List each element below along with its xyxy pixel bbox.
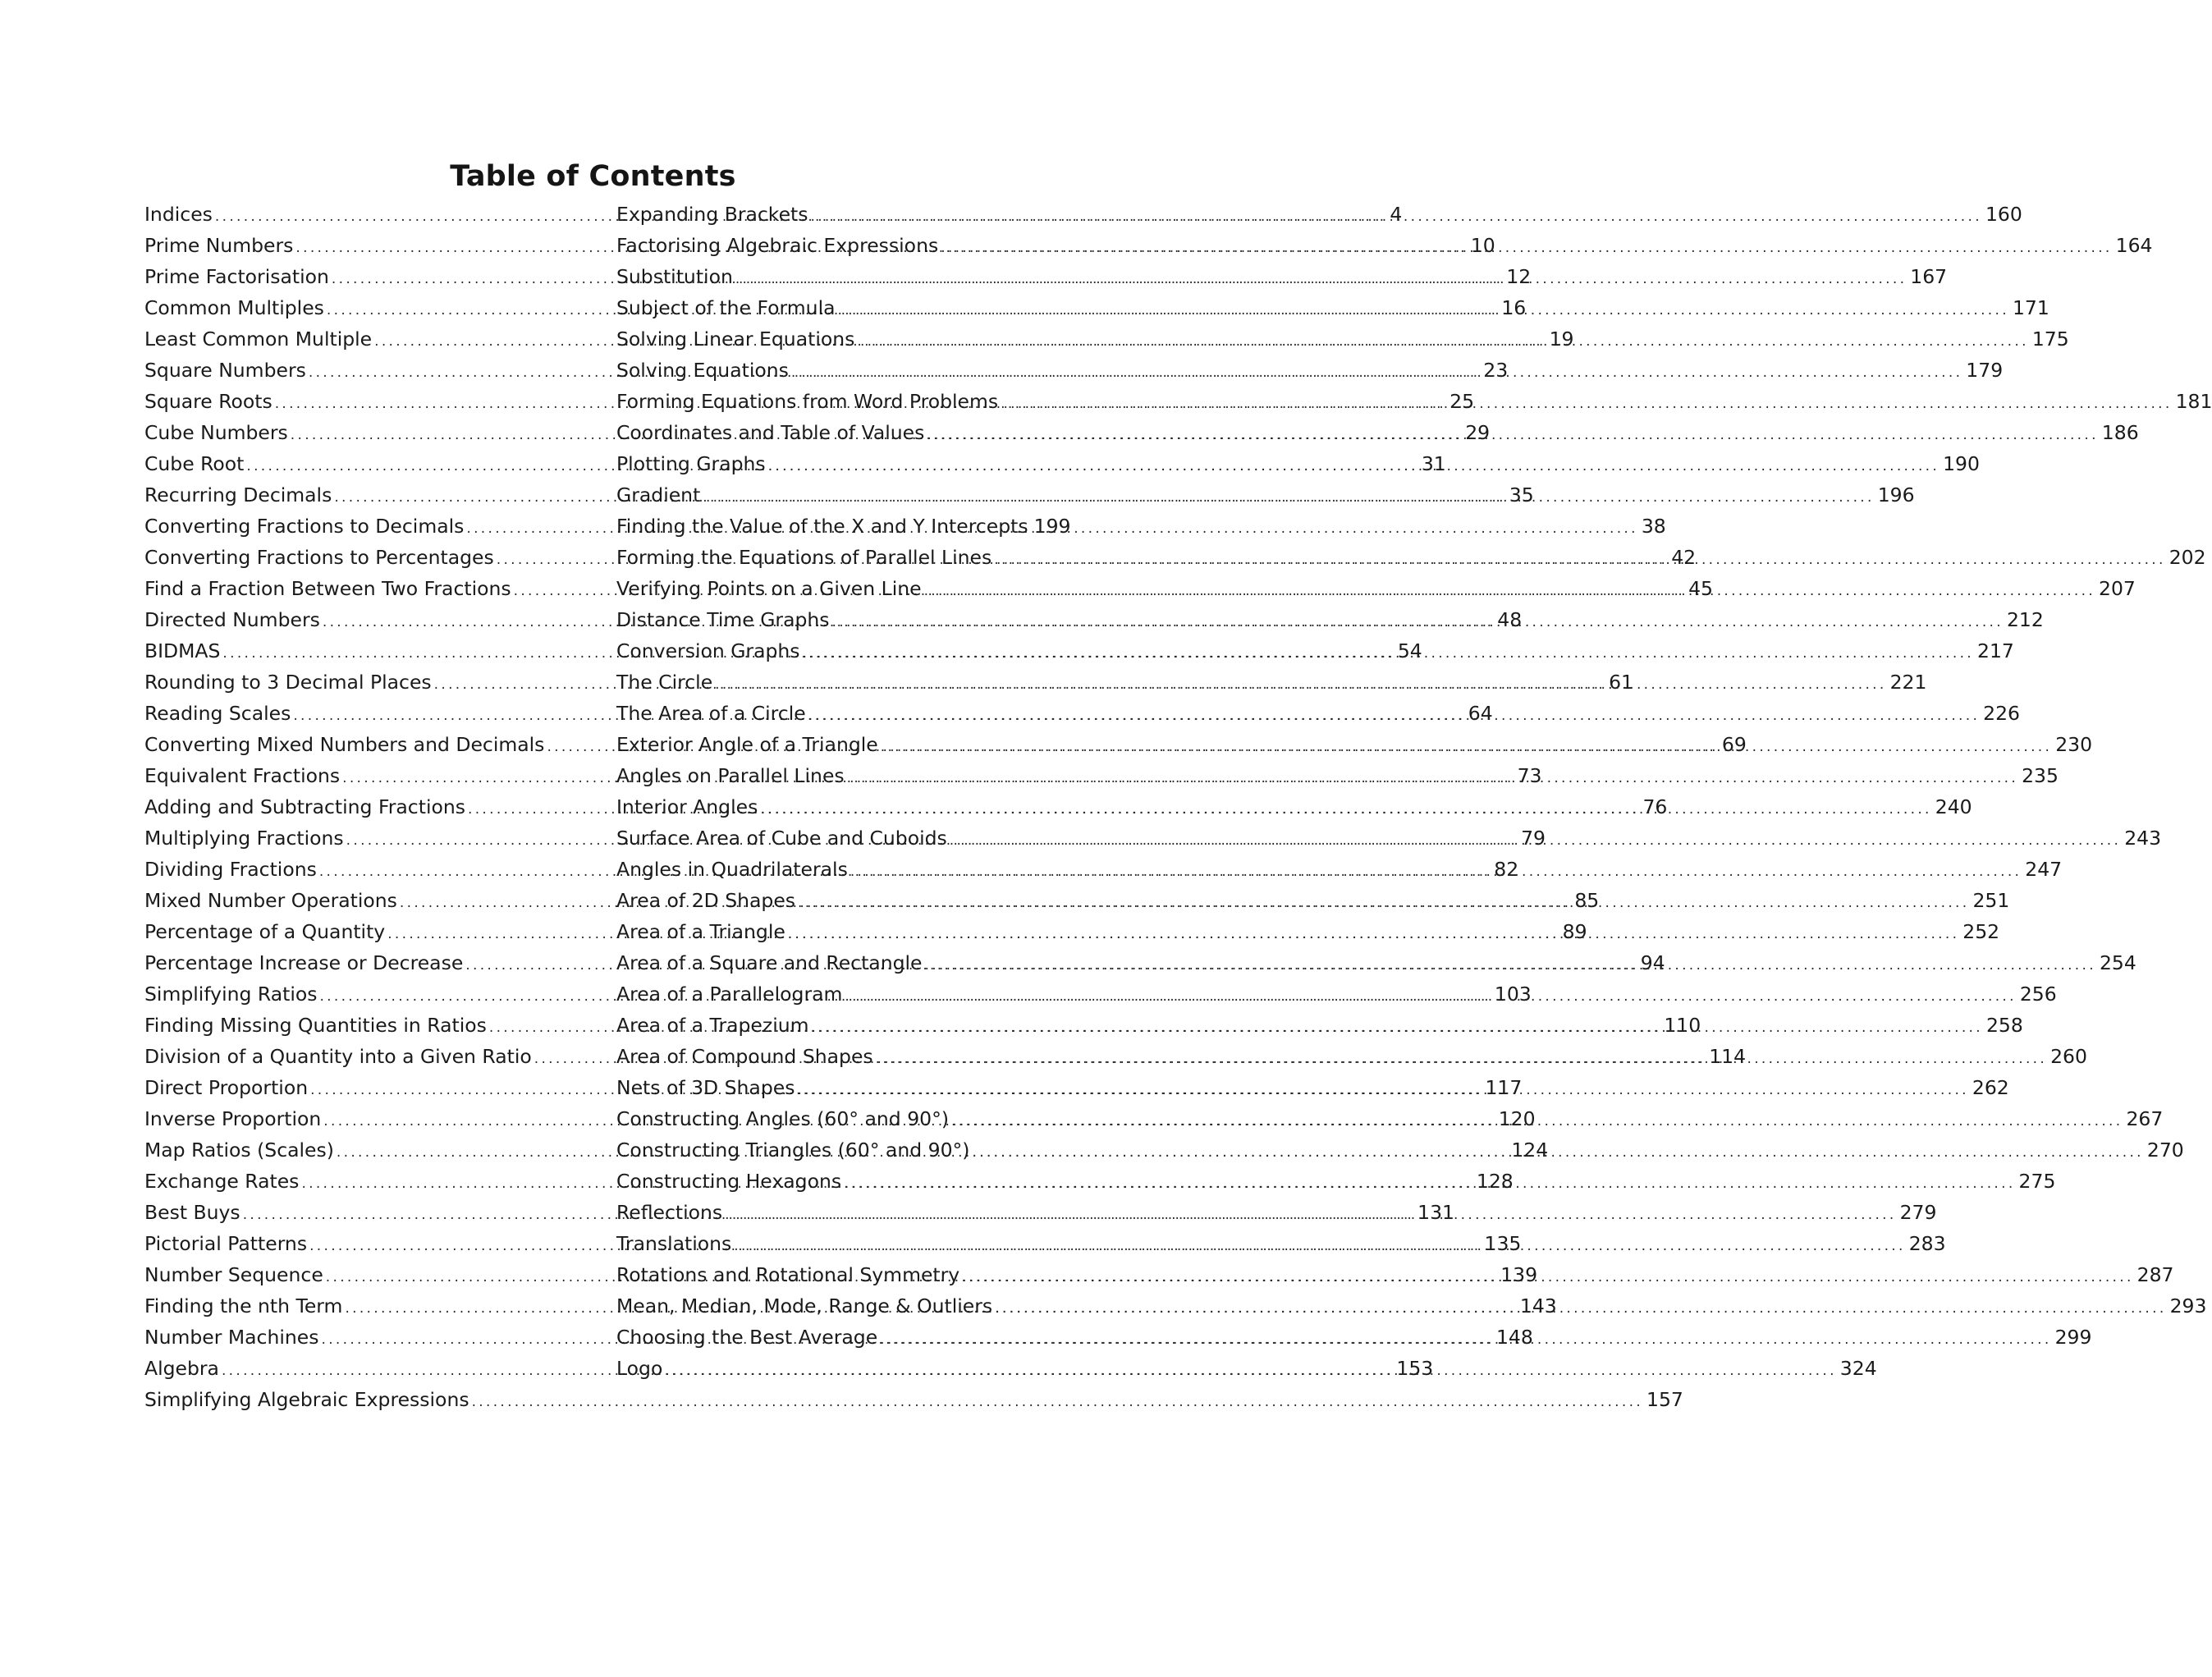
toc-entry-title: Area of Compound Shapes (616, 1045, 873, 1068)
toc-entry-title: Interior Angles (616, 795, 758, 818)
toc-entry-title: Converting Mixed Numbers and Decimals (144, 733, 545, 756)
toc-entry-page-number: 16 (1501, 296, 1527, 319)
toc-entry-page-number: 4 (1390, 203, 1403, 226)
toc-entry-title: Constructing Triangles (60° and 90°) (616, 1139, 970, 1162)
toc-entry-title: Area of a Square and Rectangle (616, 951, 923, 974)
toc-entry-title: Choosing the Best Average (616, 1326, 878, 1349)
toc-entry-page-number: 196 (1877, 483, 1915, 506)
toc-entry-page-number: 260 (2050, 1045, 2087, 1068)
toc-entry-title: Solving Equations (616, 359, 789, 382)
dot-leader (847, 763, 2018, 794)
toc-entry-title: Forming the Equations of Parallel Lines (616, 546, 992, 569)
toc-entry-page-number: 160 (1985, 203, 2022, 226)
toc-entry-title: Area of a Trapezium (616, 1014, 809, 1037)
toc-entry (616, 199, 2022, 230)
dot-leader (803, 638, 1974, 669)
toc-entry-page-number: 117 (1485, 1076, 1523, 1099)
dot-leader (857, 326, 2028, 357)
dot-leader (925, 950, 2096, 981)
dot-leader (703, 482, 1874, 513)
toc-entry-page-number: 10 (1470, 234, 1495, 257)
dot-leader (808, 700, 1980, 731)
toc-entry-page-number: 73 (1517, 764, 1542, 787)
toc-entry-title: Solving Linear Equations (616, 328, 855, 351)
toc-entry-title: Square Roots (144, 390, 272, 413)
toc-entry-page-number: 175 (2031, 328, 2069, 351)
toc-entry-page-number: 42 (1671, 546, 1697, 569)
toc-entry-title: Logo (616, 1357, 663, 1380)
toc-entry-title: Finding the Value of the X and Y Intercepts (616, 515, 1028, 538)
dot-leader (927, 419, 2098, 451)
toc-entry-page-number: 221 (1889, 671, 1927, 694)
toc-entry-page-number: 179 (1966, 359, 2004, 382)
dot-leader (941, 232, 2112, 263)
toc-entry-title: Cube Root (144, 452, 245, 475)
toc-entry-title: Finding Missing Quantities in Ratios (144, 1014, 487, 1037)
toc-entry-page-number: 19 (1549, 328, 1574, 351)
toc-entry-page-number: 89 (1562, 920, 1587, 943)
toc-entry-title: Pictorial Patterns (144, 1232, 308, 1255)
toc-entry-title: Best Buys (144, 1201, 240, 1224)
toc-entry (144, 1384, 1683, 1415)
toc-entry-page-number: 324 (1839, 1357, 1877, 1380)
toc-entry-page-number: 124 (1511, 1139, 1549, 1162)
toc-entry-page-number: 293 (2169, 1294, 2207, 1317)
toc-entry-title: Translations (616, 1232, 732, 1255)
toc-entry-page-number: 82 (1494, 858, 1519, 881)
dot-leader (791, 357, 1962, 388)
toc-entry-page-number: 45 (1688, 577, 1713, 600)
toc-entry-page-number: 157 (1646, 1388, 1683, 1411)
toc-entry-page-number: 207 (2099, 577, 2136, 600)
toc-entry-page-number: 143 (1519, 1294, 1557, 1317)
toc-entry-title: Least Common Multiple (144, 328, 373, 351)
toc-entry-title: Converting Fractions to Percentages (144, 546, 494, 569)
toc-entry-title: Inverse Proportion (144, 1107, 322, 1130)
toc-entry-page-number: 12 (1506, 265, 1532, 288)
dot-leader (788, 919, 1959, 950)
toc-entry-title: Nets of 3D Shapes (616, 1076, 795, 1099)
toc-entry-title: Prime Factorisation (144, 265, 329, 288)
toc-entry-page-number: 61 (1609, 671, 1634, 694)
toc-entry-title: Common Multiples (144, 296, 324, 319)
toc-entry-title: Finding the nth Term (144, 1294, 343, 1317)
toc-entry-title: Equivalent Fractions (144, 764, 341, 787)
toc-entry-title: Constructing Angles (60° and 90°) (616, 1107, 950, 1130)
toc-entry-title: Simplifying Algebraic Expressions (144, 1388, 469, 1411)
toc-entry-page-number: 35 (1509, 483, 1534, 506)
toc-entry-title: Number Machines (144, 1326, 319, 1349)
toc-entry-page-number: 38 (1641, 515, 1666, 538)
dot-leader (924, 575, 2095, 607)
toc-entry-page-number: 171 (2012, 296, 2049, 319)
toc-entry (616, 511, 1071, 542)
toc-entry-page-number: 251 (1972, 889, 2010, 912)
toc-entry-page-number: 114 (1709, 1045, 1747, 1068)
toc-entry-title: Angles on Parallel Lines (616, 764, 845, 787)
toc-entry-page-number: 167 (1910, 265, 1948, 288)
dot-leader (811, 201, 1982, 232)
toc-entry-page-number: 54 (1397, 639, 1422, 662)
toc-entry-title: Angles in Quadrilaterals (616, 858, 848, 881)
dot-leader (850, 856, 2022, 887)
toc-entry-page-number: 262 (1972, 1076, 2009, 1099)
toc-entry-page-number: 148 (1495, 1326, 1533, 1349)
toc-entry-title: Reflections (616, 1201, 723, 1224)
toc-entry-title: Map Ratios (Scales) (144, 1139, 334, 1162)
toc-entry-page-number: 235 (2022, 764, 2059, 787)
toc-entry-title: Conversion Graphs (616, 639, 800, 662)
toc-entry-title: Simplifying Ratios (144, 983, 318, 1006)
dot-leader (797, 1074, 1968, 1106)
toc-entry-page-number: 69 (1721, 733, 1747, 756)
page-title: Table of Contents (450, 160, 736, 194)
toc-entry-title: Exchange Rates (144, 1170, 300, 1193)
toc-entry-page-number: 230 (2055, 733, 2093, 756)
toc-entry-title: Expanding Brackets (616, 203, 808, 226)
dot-leader (768, 451, 1940, 482)
toc-entry-page-number: 29 (1465, 421, 1491, 444)
toc-entry-title: Cube Numbers (144, 421, 288, 444)
toc-entry-page-number: 267 (2126, 1107, 2164, 1130)
toc-entry-title: Coordinates and Table of Values (616, 421, 925, 444)
toc-entry-title: Adding and Subtracting Fractions (144, 795, 465, 818)
toc-entry-title: Indices (144, 203, 213, 226)
toc-entry-title: Direct Proportion (144, 1076, 309, 1099)
toc-entry-title: Recurring Decimals (144, 483, 332, 506)
toc-entry-title: Area of 2D Shapes (616, 889, 796, 912)
dot-leader (665, 1355, 1836, 1386)
dot-leader (812, 1012, 1983, 1043)
toc-entry-title: Gradient (616, 483, 701, 506)
dot-leader (881, 731, 2052, 763)
toc-entry-title: Rounding to 3 Decimal Places (144, 671, 432, 694)
toc-entry-page-number: 186 (2101, 421, 2139, 444)
dot-leader (760, 794, 1931, 825)
toc-entry-title: Reading Scales (144, 702, 291, 725)
toc-entry-page-number: 23 (1483, 359, 1509, 382)
toc-entry-title: Constructing Hexagons (616, 1170, 842, 1193)
toc-entry-title: Algebra (144, 1357, 219, 1380)
toc-entry-page-number: 299 (2054, 1326, 2092, 1349)
toc-entry-title: Division of a Quantity into a Given Ratio (144, 1045, 532, 1068)
toc-entry-page-number: 256 (2019, 983, 2057, 1006)
toc-entry-title: Dividing Fractions (144, 858, 317, 881)
dot-leader (798, 887, 1969, 919)
dot-leader (962, 1262, 2133, 1293)
toc-entry-title: Mean, Median, Mode, Range & Outliers (616, 1294, 993, 1317)
toc-entry-title: Distance Time Graphs (616, 608, 830, 631)
toc-entry-page-number: 103 (1494, 983, 1532, 1006)
toc-entry-page-number: 240 (1935, 795, 1972, 818)
toc-entry-page-number: 226 (1983, 702, 2021, 725)
toc-entry-page-number: 202 (2168, 546, 2206, 569)
toc-entry-title: Find a Fraction Between Two Fractions (144, 577, 511, 600)
toc-entry-page-number: 25 (1449, 390, 1475, 413)
toc-entry-page-number: 243 (2124, 827, 2162, 850)
toc-entry-page-number: 135 (1484, 1232, 1522, 1255)
toc-entry-page-number: 181 (2175, 390, 2212, 413)
toc-entry-title: Forming Equations from Word Problems (616, 390, 999, 413)
toc-entry-title: Verifying Points on a Given Line (616, 577, 922, 600)
toc-entry-page-number: 254 (2099, 951, 2136, 974)
toc-entry-title: Substitution (616, 265, 733, 288)
toc-entry-page-number: 199 (1033, 515, 1071, 538)
toc-entry-page-number: 270 (2146, 1139, 2184, 1162)
dot-leader (838, 295, 2009, 326)
toc-entry-page-number: 247 (2025, 858, 2063, 881)
toc-entry-title: Surface Area of Cube and Cuboids (616, 827, 947, 850)
dot-leader (735, 263, 1907, 295)
toc-entry-title: Rotations and Rotational Symmetry (616, 1263, 960, 1286)
toc-entry-page-number: 287 (2136, 1263, 2174, 1286)
toc-entry-title: Square Numbers (144, 359, 306, 382)
toc-entry-title: Mixed Number Operations (144, 889, 397, 912)
toc-entry-page-number: 94 (1640, 951, 1665, 974)
toc-entry-page-number: 76 (1642, 795, 1668, 818)
toc-entry-title: Directed Numbers (144, 608, 320, 631)
toc-entry-title: Area of a Triangle (616, 920, 785, 943)
toc-entry-title: Plotting Graphs (616, 452, 766, 475)
toc-entry-title: The Circle (616, 671, 713, 694)
toc-entry-page-number: 217 (1977, 639, 2014, 662)
toc-entry-title: Area of a Parallelogram (616, 983, 843, 1006)
toc-entry-page-number: 85 (1574, 889, 1600, 912)
toc-entry-page-number: 110 (1664, 1014, 1701, 1037)
dot-leader (845, 981, 2016, 1012)
toc-entry-title: Exterior Angle of a Triangle (616, 733, 878, 756)
toc-entry-page-number: 64 (1468, 702, 1493, 725)
toc-entry-page-number: 164 (2115, 234, 2153, 257)
toc-entry-title: Subject of the Formula (616, 296, 836, 319)
toc-entry-title: Factorising Algebraic Expressions (616, 234, 939, 257)
toc-entry-page-number: 153 (1396, 1357, 1434, 1380)
toc-entry-page-number: 252 (1962, 920, 2000, 943)
toc-entry-title: Multiplying Fractions (144, 827, 344, 850)
dot-leader (876, 1043, 2047, 1074)
dot-leader (994, 544, 2165, 575)
toc-entry-page-number: 279 (1899, 1201, 1937, 1224)
toc-entry-page-number: 31 (1421, 452, 1446, 475)
toc-entry-page-number: 48 (1497, 608, 1523, 631)
toc-entry-page-number: 139 (1500, 1263, 1538, 1286)
dot-leader (951, 1106, 2123, 1137)
dot-leader (715, 669, 1886, 700)
toc-entry-page-number: 283 (1908, 1232, 1946, 1255)
toc-entry-page-number: 128 (1476, 1170, 1514, 1193)
dot-leader (725, 1199, 1896, 1230)
toc-entry-title: Prime Numbers (144, 234, 294, 257)
toc-entry-title: BIDMAS (144, 639, 221, 662)
toc-entry-title: Percentage Increase or Decrease (144, 951, 464, 974)
dot-leader (832, 607, 2004, 638)
toc-entry-page-number: 258 (1985, 1014, 2023, 1037)
toc-entry-page-number: 131 (1417, 1201, 1454, 1224)
dot-leader (472, 1386, 1643, 1418)
dot-leader (844, 1168, 2015, 1199)
toc-entry-title: Number Sequence (144, 1263, 323, 1286)
dot-leader (880, 1324, 2051, 1355)
toc-entry-page-number: 190 (1943, 452, 1980, 475)
toc-entry-title: Percentage of a Quantity (144, 920, 386, 943)
toc-entry-page-number: 79 (1521, 827, 1546, 850)
dot-leader (972, 1137, 2143, 1168)
dot-leader (950, 825, 2121, 856)
toc-entry-page-number: 275 (2018, 1170, 2056, 1193)
dot-leader (1001, 388, 2172, 419)
toc-entry-title: Converting Fractions to Decimals (144, 515, 465, 538)
dot-leader (734, 1230, 1905, 1262)
dot-leader (995, 1293, 2166, 1324)
toc-entry-page-number: 120 (1498, 1107, 1536, 1130)
toc-entry-title: The Area of a Circle (616, 702, 806, 725)
toc-entry-page-number: 212 (2006, 608, 2044, 631)
